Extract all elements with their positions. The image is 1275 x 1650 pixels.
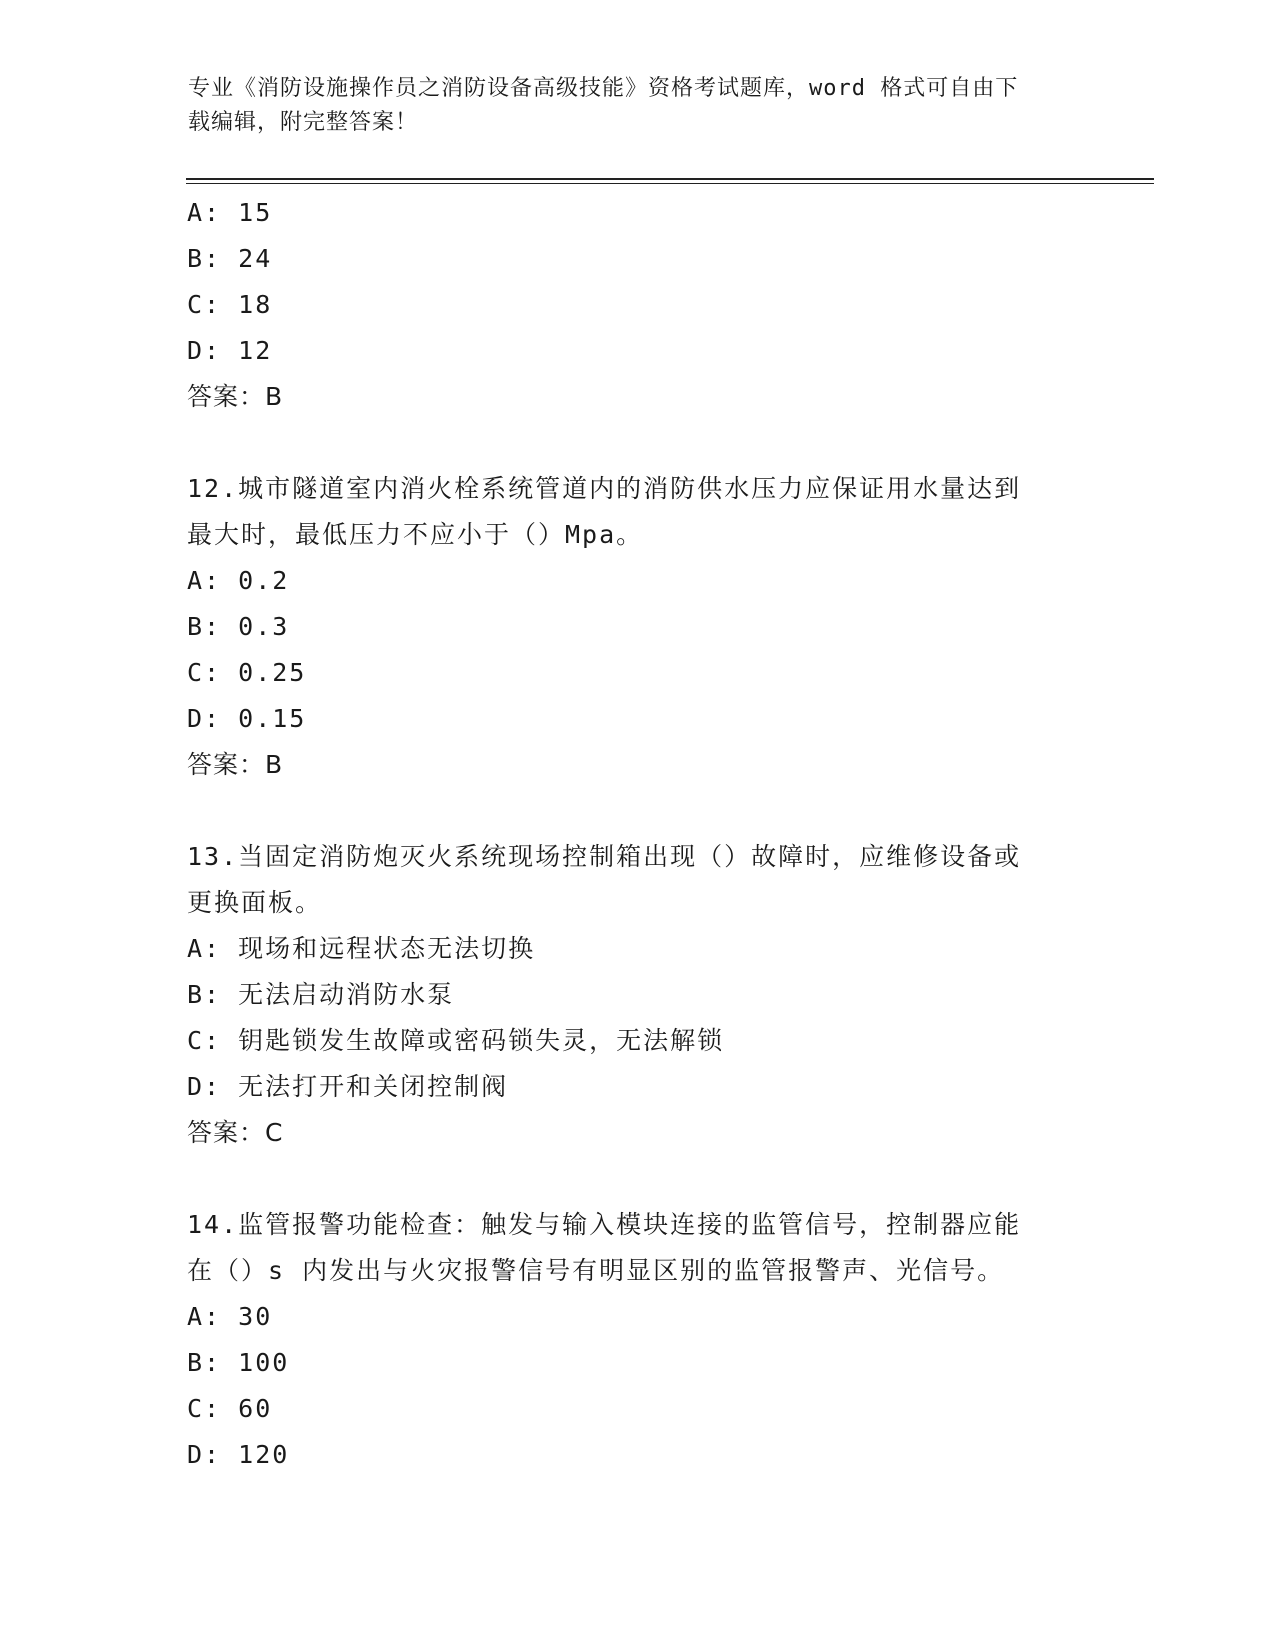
header-line-1: 专业《消防设施操作员之消防设备高级技能》资格考试题库，word 格式可自由下 [188,76,1019,101]
question-text-line-2: 更换面板。 [187,888,323,917]
option-a: A: 0.2 [187,566,290,595]
question-block-13 [187,834,1087,1156]
question-text-line-2: 在（）s 内发出与火灾报警信号有明显区别的监管报警声、光信号。 [187,1256,1005,1285]
question-block-12 [187,466,1087,788]
answer-line: 答案：C [187,1118,284,1147]
option-d: D: 12 [187,336,273,365]
option-d: D: 无法打开和关闭控制阀 [187,1072,509,1101]
question-text-line-1: 14.监管报警功能检查：触发与输入模块连接的监管信号，控制器应能 [187,1210,1022,1239]
question-block-11 [187,190,1087,420]
option-d: D: 0.15 [187,704,307,733]
option-c: C: 18 [187,290,273,319]
option-a: A: 30 [187,1302,273,1331]
option-d: D: 120 [187,1440,290,1469]
header-line-2: 载编辑，附完整答案！ [188,110,419,135]
header-rule-thick [186,178,1154,180]
document-body [187,190,1087,1478]
question-text-line-1: 12.城市隧道室内消火栓系统管道内的消防供水压力应保证用水量达到 [187,474,1022,503]
option-b: B: 无法启动消防水泵 [187,980,455,1009]
document-header [188,72,1088,140]
option-c: C: 60 [187,1394,273,1423]
answer-line: 答案：B [187,382,284,411]
question-text-line-2: 最大时，最低压力不应小于（）Mpa。 [187,520,644,549]
spacer [187,1156,1087,1202]
option-b: B: 24 [187,244,273,273]
option-b: B: 100 [187,1348,290,1377]
option-c: C: 钥匙锁发生故障或密码锁失灵，无法解锁 [187,1026,725,1055]
option-b: B: 0.3 [187,612,290,641]
option-c: C: 0.25 [187,658,307,687]
header-rule-thin [186,183,1154,184]
spacer [187,420,1087,466]
option-a: A: 现场和远程状态无法切换 [187,934,536,963]
question-text-line-1: 13.当固定消防炮灭火系统现场控制箱出现（）故障时，应维修设备或 [187,842,1022,871]
question-block-14 [187,1202,1087,1478]
spacer [187,788,1087,834]
option-a: A: 15 [187,198,273,227]
answer-line: 答案：B [187,750,284,779]
